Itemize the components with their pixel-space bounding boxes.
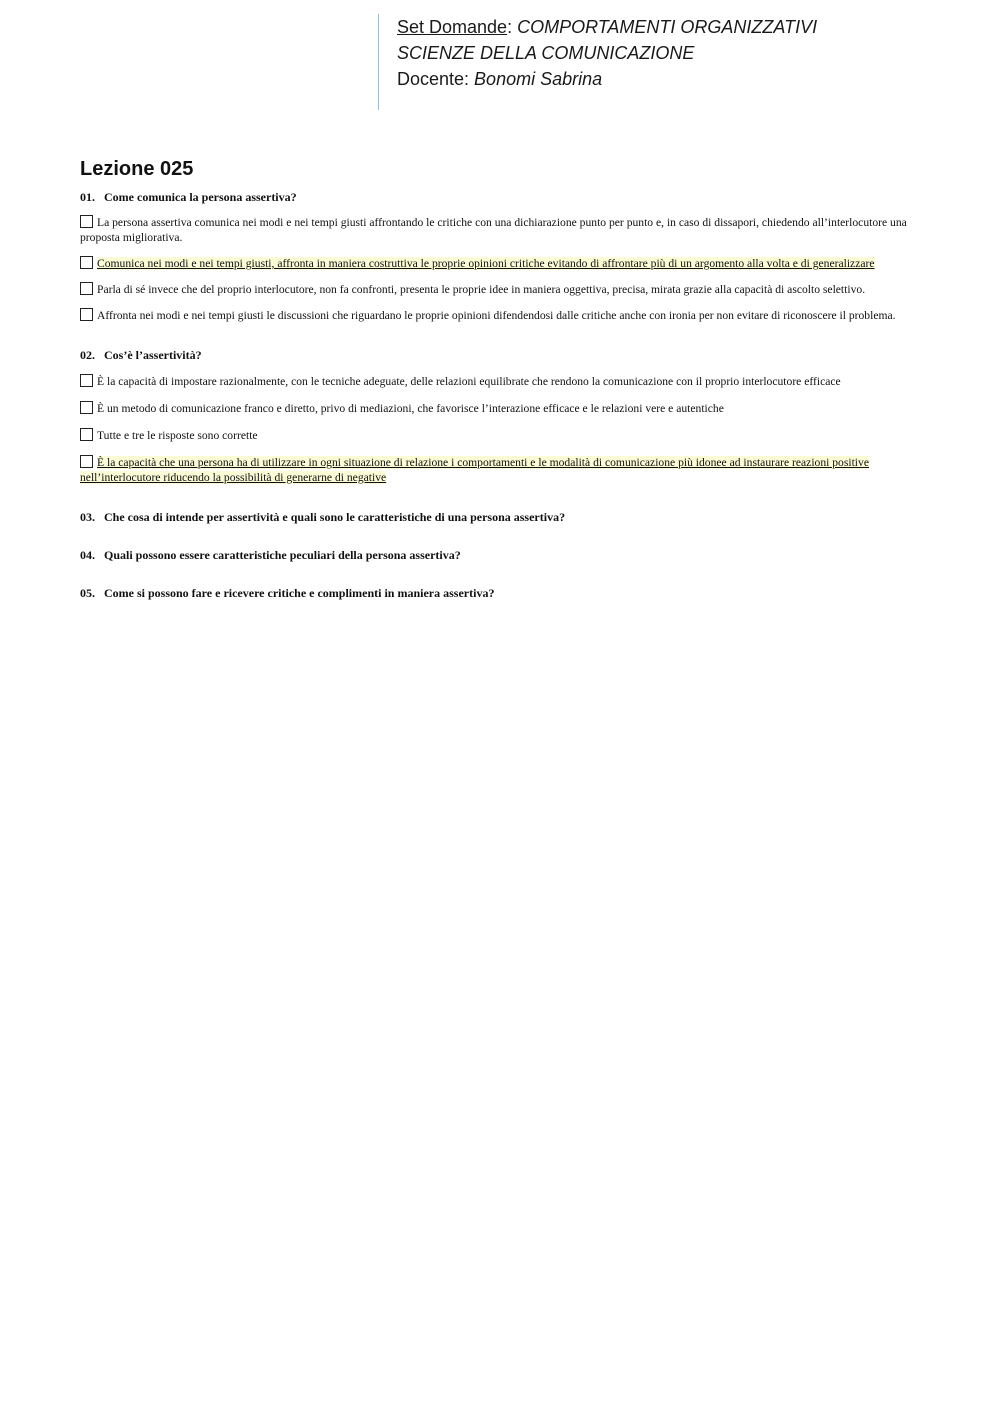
answer-option-highlighted — [80, 255, 915, 271]
question-03 — [80, 509, 915, 525]
set-label: Set Domande — [397, 17, 508, 37]
answer-checkbox[interactable] — [80, 428, 93, 441]
question-number: 04. — [80, 548, 95, 562]
answer-text: È la capacità che una persona ha di utilizzare in ogni situazione di relazione i comportamenti e le modalità di comunicazione più idonee ad instaurare reazioni positive nell’interlocutore riducendo la possibilità di generarne di negative — [80, 456, 869, 484]
answer-option — [80, 281, 915, 297]
page-content — [80, 155, 915, 601]
answer-text: La persona assertiva comunica nei modi e nei tempi giusti affrontando le critiche con una dichiarazione punto per punto e, in caso di dissapori, chiedendo all’interlocutore una proposta migliorativa. — [80, 216, 907, 244]
faculty-name: SCIENZE DELLA COMUNICAZIONE — [397, 43, 695, 63]
answer-text: Affronta nei modi e nei tempi giusti le discussioni che riguardano le proprie opinioni difendendosi dalle critiche anche con ironia per non evitare di riconoscere il problema. — [97, 309, 896, 322]
answer-text: Tutte e tre le risposte sono corrette — [97, 429, 258, 442]
answer-option-highlighted — [80, 454, 915, 485]
question-01 — [80, 189, 915, 205]
lesson-title: Lezione 025 — [80, 158, 194, 180]
document-header — [378, 14, 817, 110]
answer-checkbox[interactable] — [80, 455, 93, 468]
question-number: 05. — [80, 586, 95, 600]
answer-checkbox[interactable] — [80, 401, 93, 414]
teacher-label: Docente: — [397, 69, 475, 89]
question-number: 01. — [80, 190, 95, 204]
question-number: 03. — [80, 510, 95, 524]
question-text: Come si possono fare e ricevere critiche e complimenti in maniera assertiva? — [104, 586, 495, 600]
question-04 — [80, 547, 915, 563]
faculty-line — [397, 40, 817, 66]
teacher-line — [397, 66, 817, 92]
question-text: Quali possono essere caratteristiche peculiari della persona assertiva? — [104, 548, 461, 562]
answer-option — [80, 373, 915, 389]
answer-checkbox[interactable] — [80, 374, 93, 387]
set-line — [397, 14, 817, 40]
answer-option — [80, 214, 915, 245]
question-text: Cos’è l’assertività? — [104, 348, 202, 362]
set-separator: : — [507, 17, 518, 37]
answer-text: Parla di sé invece che del proprio interlocutore, non fa confronti, presenta le proprie idee in maniera oggettiva, precisa, mirata grazie alla capacità di ascolto selettivo. — [97, 283, 866, 296]
answer-option — [80, 400, 915, 416]
answer-option — [80, 427, 915, 443]
answer-checkbox[interactable] — [80, 256, 93, 269]
teacher-name: Bonomi Sabrina — [474, 69, 603, 89]
answer-checkbox[interactable] — [80, 215, 93, 228]
answer-text: È la capacità di impostare razionalmente, con le tecniche adeguate, delle relazioni equilibrate che rendono la comunicazione con il proprio interlocutore efficace — [97, 375, 841, 388]
question-text: Che cosa di intende per assertività e quali sono le caratteristiche di una persona assertiva? — [104, 510, 566, 524]
question-02 — [80, 347, 915, 363]
question-05 — [80, 585, 915, 601]
course-title: COMPORTAMENTI ORGANIZZATIVI — [517, 17, 818, 37]
answer-option — [80, 307, 915, 323]
answer-checkbox[interactable] — [80, 282, 93, 295]
answer-text: Comunica nei modi e nei tempi giusti, affronta in maniera costruttiva le proprie opinioni critiche evitando di affrontare più di un argomento alla volta e di generalizzare — [97, 257, 875, 270]
answer-text: È un metodo di comunicazione franco e diretto, privo di mediazioni, che favorisce l’interazione efficace e le relazioni vere e autentiche — [97, 402, 724, 415]
question-number: 02. — [80, 348, 95, 362]
answer-checkbox[interactable] — [80, 308, 93, 321]
question-text: Come comunica la persona assertiva? — [104, 190, 297, 204]
